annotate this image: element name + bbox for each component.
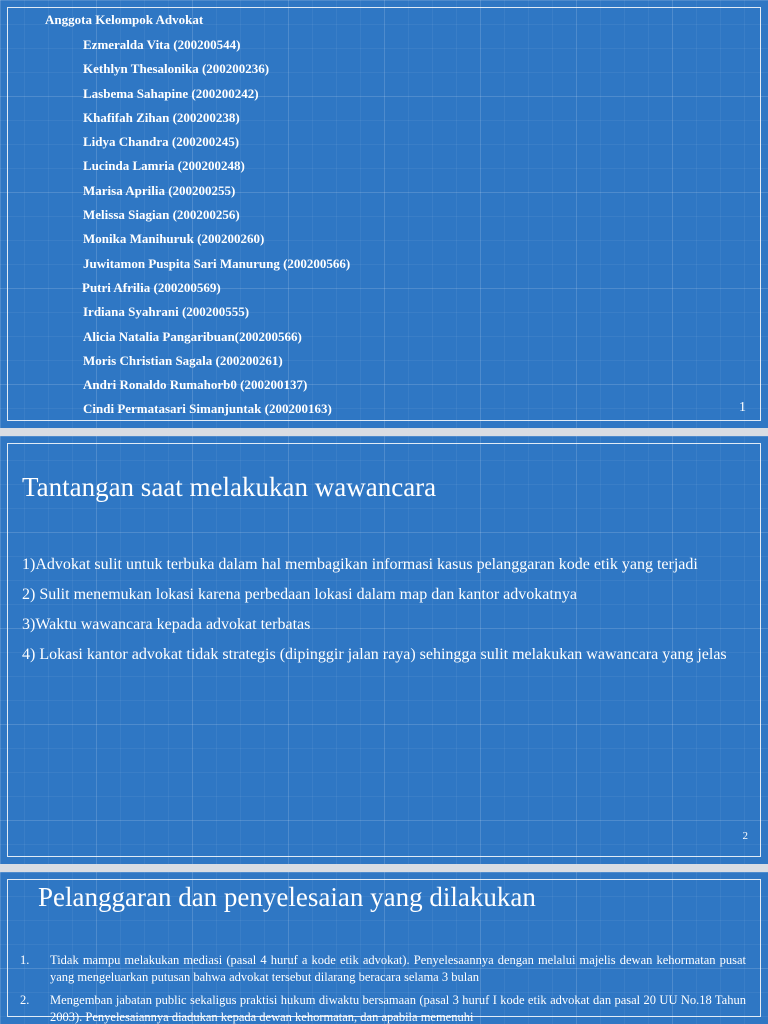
violations-list [20, 952, 746, 1024]
member-item: Lasbema Sahapine (200200242) [83, 85, 259, 101]
item-text: Tidak mampu melakukan mediasi (pasal 4 huruf a kode etik advokat). Penyelesaannya dengan melalui majelis dewan kehormatan pusat yang mengeluarkan putusan bahwa advokat tersebut dilarang beracara selama 3 bulan [50, 953, 746, 984]
item-number: 2. [20, 993, 30, 1007]
slide-2 [0, 436, 768, 864]
member-item: Lidya Chandra (200200245) [83, 134, 240, 150]
slide-1 [0, 0, 768, 428]
member-item: Alicia Natalia Pangaribuan(200200566) [83, 328, 302, 344]
member-item: Marisa Aprilia (200200255) [83, 182, 236, 198]
slide-number: 2 [742, 830, 748, 842]
members-heading: Anggota Kelompok Advokat [45, 12, 204, 27]
members-list [83, 35, 350, 424]
item-number: 1. [20, 953, 30, 967]
slide-title: Tantangan saat melakukan wawancara [22, 472, 437, 502]
member-item: Kethlyn Thesalonika (200200236) [83, 61, 270, 77]
member-item: Ezmeralda Vita (200200544) [83, 37, 241, 52]
challenge-item: 1)Advokat sulit untuk terbuka dalam hal membagikan informasi kasus pelanggaran kode etik yang terjadi [22, 556, 698, 573]
challenge-item: 4) Lokasi kantor advokat tidak strategis (dipinggir jalan raya) sehingga sulit melakukan wawancara yang jelas [22, 646, 727, 663]
member-item: Lucinda Lamria (200200248) [83, 158, 245, 174]
member-item: Irdiana Syahrani (200200555) [83, 304, 250, 320]
member-item: Juwitamon Puspita Sari Manurung (200200566) [83, 255, 351, 271]
member-item: Moris Christian Sagala (200200261) [83, 352, 283, 368]
slide-number: 1 [739, 400, 746, 415]
member-item: Melissa Siagian (200200256) [83, 207, 240, 223]
member-item: Khafifah Zihan (200200238) [83, 109, 240, 125]
member-item: Putri Afrilia (200200569) [82, 279, 221, 295]
member-item: Andri Ronaldo Rumahorb0 (200200137) [83, 377, 308, 393]
violation-item [20, 952, 746, 986]
challenges-list [22, 554, 746, 674]
slide-3 [0, 872, 768, 1024]
member-item: Monika Manihuruk (200200260) [83, 231, 265, 247]
member-item: Cindi Permatasari Simanjuntak (200200163) [83, 401, 332, 417]
challenge-item: 2) Sulit menemukan lokasi karena perbedaan lokasi dalam map dan kantor advokatnya [22, 586, 577, 603]
violation-item [20, 992, 746, 1024]
slide-title: Pelanggaran dan penyelesaian yang dilakukan [38, 882, 536, 912]
challenge-item: 3)Waktu wawancara kepada advokat terbatas [22, 616, 311, 633]
item-text: Mengemban jabatan public sekaligus praktisi hukum diwaktu bersamaan (pasal 3 huruf I kode etik advokat dan pasal 20 UU No.18 Tahun 2003). Penyelesaiannya diadukan kepada dewan kehormatan, dan apabila memenuhi [50, 993, 746, 1024]
